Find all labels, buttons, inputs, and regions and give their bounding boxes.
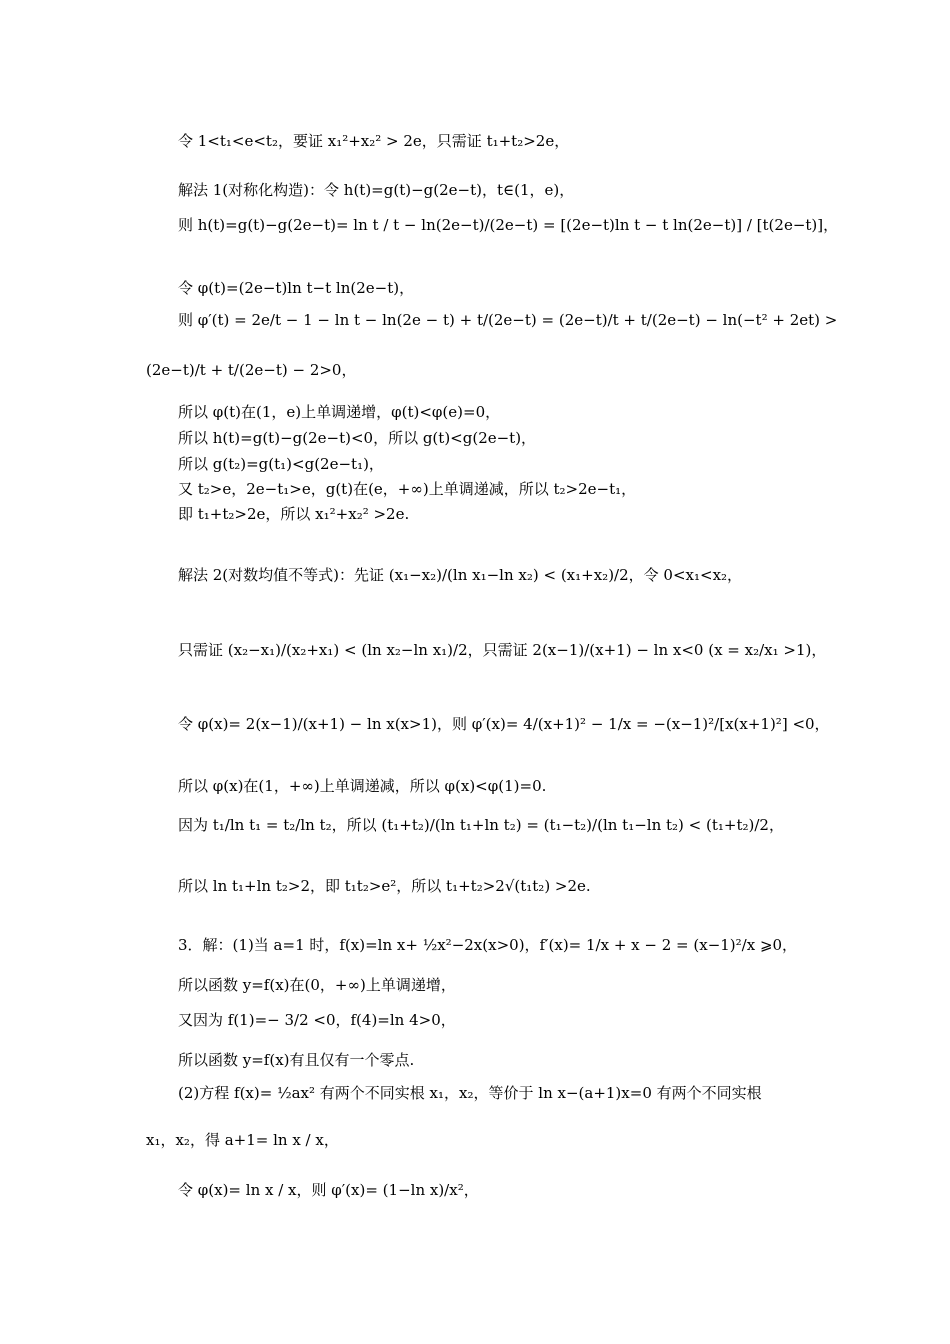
text-line-5: 则 φ′(t) = 2e/t − 1 − ln t − ln(2e − t) + t/(2e−t) = (2e−t)/t + t/(2e−t) − ln(−t² + 2et) > — [178, 311, 838, 329]
text-line-23: x₁，x₂，得 a+1= ln x / x， — [146, 1131, 339, 1149]
text-line-22: (2)方程 f(x)= ½ax² 有两个不同实根 x₁，x₂，等价于 ln x−(a+1)x=0 有两个不同实根 — [178, 1084, 762, 1102]
text-line-4: 令 φ(t)=(2e−t)ln t−t ln(2e−t)， — [178, 279, 415, 297]
text-line-15: 所以 φ(x)在(1，+∞)上单调递减，所以 φ(x)<φ(1)=0. — [178, 777, 547, 795]
text-line-18: 3．解：(1)当 a=1 时，f(x)=ln x+ ½x²−2x(x>0)，f′(x)= 1/x + x − 2 = (x−1)²/x ⩾0， — [178, 936, 798, 954]
text-line-17: 所以 ln t₁+ln t₂>2，即 t₁t₂>e²，所以 t₁+t₂>2√(t₁t₂) >2e. — [178, 877, 591, 895]
text-line-2: 解法 1(对称化构造)：令 h(t)=g(t)−g(2e−t)，t∈(1，e)， — [178, 181, 575, 199]
text-line-20: 又因为 f(1)=− 3/2 <0，f(4)=ln 4>0， — [178, 1011, 456, 1029]
text-line-12: 解法 2(对数均值不等式)：先证 (x₁−x₂)/(ln x₁−ln x₂) < (x₁+x₂)/2，令 0<x₁<x₂， — [178, 566, 743, 584]
text-line-1: 令 1<t₁<e<t₂，要证 x₁²+x₂² > 2e，只需证 t₁+t₂>2e， — [178, 132, 570, 150]
text-line-24: 令 φ(x)= ln x / x，则 φ′(x)= (1−ln x)/x²， — [178, 1181, 479, 1199]
text-line-14: 令 φ(x)= 2(x−1)/(x+1) − ln x(x>1)，则 φ′(x)= 4/(x+1)² − 1/x = −(x−1)²/[x(x+1)²] <0， — [178, 715, 830, 733]
text-line-10: 又 t₂>e，2e−t₁>e，g(t)在(e，+∞)上单调递减，所以 t₂>2e−t₁， — [178, 480, 637, 498]
text-line-6: (2e−t)/t + t/(2e−t) − 2>0， — [146, 361, 357, 379]
text-line-21: 所以函数 y=f(x)有且仅有一个零点. — [178, 1051, 415, 1069]
text-line-13: 只需证 (x₂−x₁)/(x₂+x₁) < (ln x₂−ln x₁)/2，只需证 2(x−1)/(x+1) − ln x<0 (x = x₂/x₁ >1)， — [178, 641, 827, 659]
text-line-3: 则 h(t)=g(t)−g(2e−t)= ln t / t − ln(2e−t)/(2e−t) = [(2e−t)ln t − t ln(2e−t)] / [t(2e−t)]， — [178, 216, 839, 234]
text-line-16: 因为 t₁/ln t₁ = t₂/ln t₂，所以 (t₁+t₂)/(ln t₁+ln t₂) = (t₁−t₂)/(ln t₁−ln t₂) < (t₁+t₂)/2， — [178, 816, 784, 834]
text-line-8: 所以 h(t)=g(t)−g(2e−t)<0，所以 g(t)<g(2e−t)， — [178, 429, 537, 447]
text-line-11: 即 t₁+t₂>2e，所以 x₁²+x₂² >2e. — [178, 505, 410, 523]
text-line-19: 所以函数 y=f(x)在(0，+∞)上单调递增， — [178, 976, 456, 994]
text-line-9: 所以 g(t₂)=g(t₁)<g(2e−t₁)， — [178, 455, 384, 473]
text-line-7: 所以 φ(t)在(1，e)上单调递增，φ(t)<φ(e)=0， — [178, 403, 501, 421]
